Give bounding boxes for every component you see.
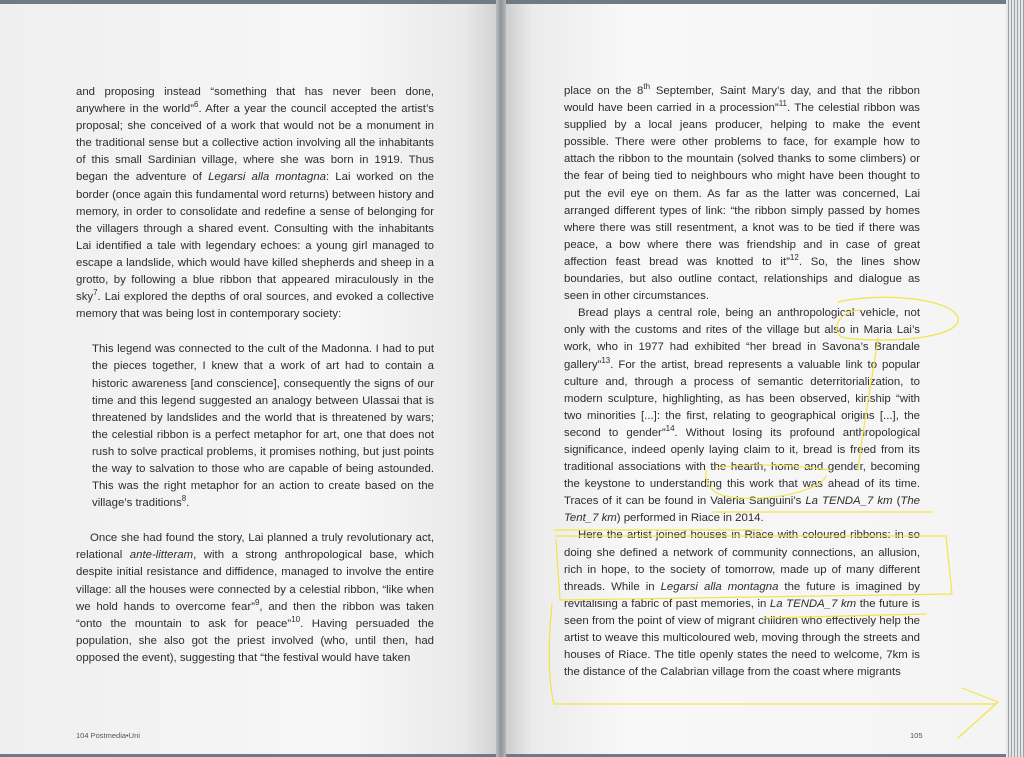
right-paragraph-1: place on the 8th September, Saint Mary’s day, and that the ribbon would have been carried in a procession”$^{11}$. The celestial ribbon was supplied by a local jeans producer, helping to make the event possible. There were other problems to face, for example how to attach the ribbon to the mountain (solved thanks to some climbers) or the fear of being tied to neighbours who might have been thought to put the evil eye on them. As far as the latter was concerned, Lai arranged different types of link: “the ribbon simply passed by homes where there was still resentment, a knot was to be tied if there was peace, a bow where there was friendship and in case of great affection feast bread was knotted to it”$^{12}$. So, the lines show boundaries, but also outline contact, relationships and dialogue as seen in other circumstances.	[564, 82, 921, 303]
artwork-title: La TENDA_7 km	[769, 597, 857, 610]
book-gutter	[496, 0, 506, 757]
right-page-footer: 105	[910, 731, 923, 740]
block-quote: This legend was connected to the cult of the Madonna. I had to put the pieces together, I knew that a work of art had to contain a historic awareness [and conscience], consequently the signs of our time and this legend suggested an analogy between Ulassai that is threatened by landslides and the world that is threatened by wars; the celestial ribbon is a perfect metaphor for art, one that does not rush to solve practical problems, it promises nothing, but just points the way to salvation to those who are capable of being astounded. This was the right metaphor for an action to create based on the village’s traditions$^8$.	[92, 343, 434, 510]
footnote-ref-13: 13	[601, 355, 611, 365]
right-paragraph-2: Bread plays a central role, being an anthropological vehicle, not only with the customs and rites of the village but also in Maria Lai’s work, who in 1977 had exhibited “her bread in Savona’s Brandale gallery”$^{13}$. For the artist, bread represents a valuable link to popular culture and, through a process of semantic deterritorialization, to modern sculpture, highlighting, as has been observed, kinship “with two minorities [...]: the first, relating to geographical origins [...], the second to gender”$^{14}$. Without losing its profound anthropological significance, indeed openly laying claim to it, bread is freed from its traditional associations with the hearth, home and gender, becoming the keystone to understanding this work that was ahead of its time. Traces of it can be found in Valeria Sanguini’s La TENDA_7 km (The Tent_7 km) performed in Riace in 2014.	[564, 307, 921, 525]
left-page	[0, 4, 500, 754]
italic-term: ante-litteram	[129, 549, 194, 562]
footnote-ref-9: 9	[254, 597, 260, 607]
left-page-footer: 104 Postmedia•Uni	[76, 731, 140, 740]
artwork-title: Legarsi alla montagna	[660, 580, 779, 593]
page-edges	[1006, 0, 1024, 757]
footnote-ref-6: 6	[194, 100, 199, 110]
left-paragraph-2: Once she had found the story, Lai planned a truly revolutionary act, relational ante-litteram, with a strong anthropological base, which despite initial resistance and diffidence, managed to involve the entire village: all the houses were connected by a celestial ribbon, “like when we hold hands to overcome fear”$^9$, and then the ribbon was taken “onto the mountain to ask for peace”$^{10}$. Having persuaded the population, she also got the priest involved (who, until then, had opposed the event), suggesting that “the festival would have taken	[76, 532, 435, 664]
artwork-title: La TENDA_7 km	[805, 495, 893, 508]
artwork-title: Legarsi alla montagna	[208, 171, 327, 184]
right-page	[502, 4, 1008, 754]
footnote-ref-14: 14	[665, 423, 675, 433]
footnote-ref-10: 10	[291, 614, 301, 624]
footnote-ref-8: 8	[181, 494, 187, 504]
footnote-ref-7: 7	[93, 288, 98, 298]
artwork-title: The Tent_7 km	[564, 495, 921, 525]
left-paragraph-1: and proposing instead “something that has never been done, anywhere in the world”$^6$. After a year the council accepted the artist’s proposal; she conceived of a work that would not be a monument in the traditional sense but a collective action involving all the inhabitants of this small Sardinian village, where she was born in 1919. Thus began the adventure of Legarsi alla montagna: Lai worked on the border (once again this fundamental word returns) between history and memory, in order to consolidate and redefine a sense of belonging for the villagers through a shared event. Consulting with the inhabitants Lai identified a tale with legendary echoes: a young girl managed to escape a landslide, which would have killed shepherds and sheep in a grotto, by following a blue ribbon that appeared miraculously in the sky$^7$. Lai explored the depths of oral sources, and evoked a collective memory that was being lost in contemporary society:	[76, 86, 434, 321]
left-page-text	[76, 84, 434, 667]
right-paragraph-3: Here the artist joined houses in Riace with coloured ribbons: in so doing she defined a network of community connections, an allusion, rich in hope, to the society of tomorrow, made up of many different threads. While in Legarsi alla montagna the future is imagined by revitalising a fabric of past memories, in La TENDA_7 km the future is seen from the point of view of migrant children who effectively help the artist to weave this multicoloured web, moving through the streets and houses of Riace. The title openly states the need to welcome, 7km is the distance of the Calabrian village from the coast where migrants	[564, 529, 920, 679]
footnote-ref-11: 11	[778, 99, 788, 109]
footnote-ref-12: 12	[789, 252, 799, 262]
right-page-text	[564, 83, 920, 681]
ordinal-suffix: th	[643, 82, 651, 91]
